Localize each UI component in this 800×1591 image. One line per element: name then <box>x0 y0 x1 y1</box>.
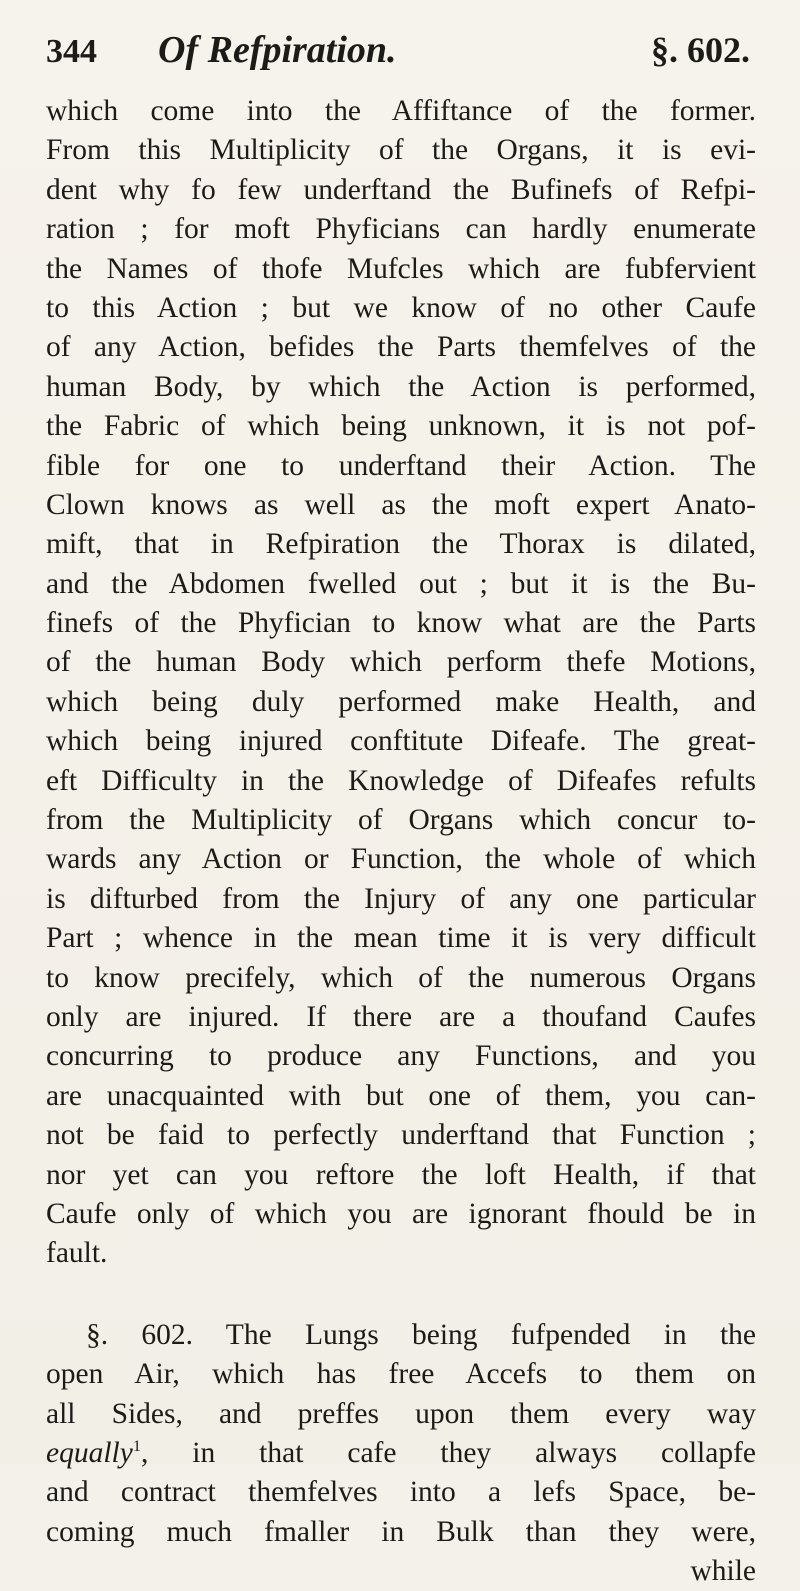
catchword: while <box>690 1555 756 1588</box>
section-number: §. 602. <box>651 30 750 70</box>
text-line: Part ; whence in the mean time it is very difficult <box>46 922 756 955</box>
text-line: coming much fmaller in Bulk than they were, <box>46 1515 756 1548</box>
text-fragment: , in that cafe they always collapfe <box>140 1436 756 1469</box>
text-line: of any Action, befides the Parts themfelves of the <box>46 331 756 364</box>
text-line: only are injured. If there are a thoufand Caufes <box>46 1000 756 1033</box>
text-line: Clown knows as well as the moft expert Anato- <box>46 488 756 521</box>
text-line: From this Multiplicity of the Organs, it is evi- <box>46 134 756 167</box>
text-line: fault. <box>46 1237 108 1270</box>
text-line: are unacquainted with but one of them, you can- <box>46 1079 756 1112</box>
text-line: the Fabric of which being unknown, it is not pof- <box>46 410 756 443</box>
running-head <box>46 28 756 88</box>
text-line: the Names of thofe Mufcles which are fubfervient <box>46 252 756 285</box>
text-line: is difturbed from the Injury of any one particular <box>46 882 756 915</box>
italic-word: equally <box>46 1436 133 1469</box>
paragraph-gap <box>46 1274 756 1316</box>
text-line: concurring to produce any Functions, and you <box>46 1040 756 1073</box>
text-line: all Sides, and preffes upon them every way <box>46 1397 756 1430</box>
text-line: which being injured conftitute Difeafe. The great- <box>46 725 756 758</box>
text-line: nor yet can you reftore the loft Health, if that <box>46 1158 756 1191</box>
text-line: ration ; for moft Phyficians can hardly enumerate <box>46 213 756 246</box>
text-line: fible for one to underftand their Action. The <box>46 449 756 482</box>
text-line: wards any Action or Function, the whole of which <box>46 843 756 876</box>
section-paragraph <box>46 1316 756 1552</box>
text-line: to this Action ; but we know of no other Caufe <box>46 291 756 324</box>
text-line: finefs of the Phyfician to know what are the Parts <box>46 607 756 640</box>
text-line: eft Difficulty in the Knowledge of Difeafes refults <box>46 764 756 797</box>
text-line: dent why fo few underftand the Bufinefs of Refpi- <box>46 173 756 206</box>
running-title: Of Refpiration. <box>158 29 397 71</box>
text-line: Caufe only of which you are ignorant fhould be in <box>46 1197 756 1230</box>
body-text <box>46 92 756 1591</box>
footnote-reference: 1 <box>132 1437 141 1456</box>
text-line: open Air, which has free Accefs to them on <box>46 1358 756 1391</box>
text-line: of the human Body which perform thefe Motions, <box>46 646 756 679</box>
text-line: not be faid to perfectly underftand that Function ; <box>46 1119 756 1152</box>
text-line: to know precifely, which of the numerous Organs <box>46 961 756 994</box>
text-line: which being duly performed make Health, and <box>46 685 756 718</box>
page-number: 344 <box>46 33 97 70</box>
section-first-line: §. 602. The Lungs being fufpended in the <box>86 1318 756 1351</box>
text-line: mift, that in Refpiration the Thorax is dilated, <box>46 528 756 561</box>
text-line: which come into the Affiftance of the former. <box>46 95 756 127</box>
text-line: from the Multiplicity of Organs which concur to- <box>46 804 756 837</box>
text-line: and contract themfelves into a lefs Space, be- <box>46 1476 756 1509</box>
paragraph-continued <box>46 92 756 1274</box>
text-line <box>46 1434 756 1473</box>
text-line: human Body, by which the Action is performed, <box>46 370 756 403</box>
text-line: and the Abdomen fwelled out ; but it is the Bu- <box>46 567 756 600</box>
